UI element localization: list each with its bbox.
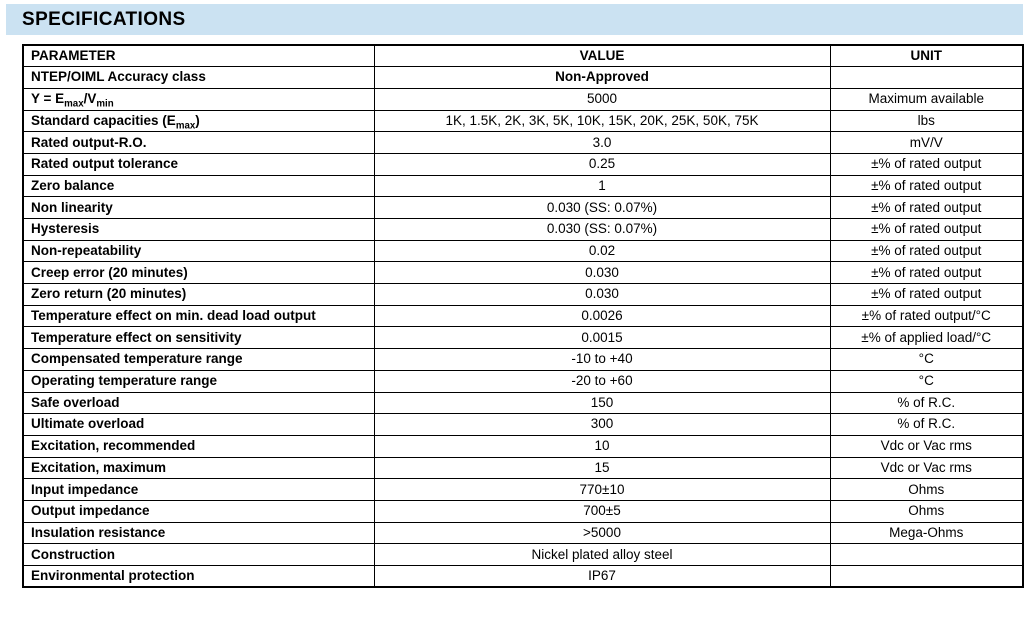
unit-cell: ±% of rated output/°C <box>830 305 1023 327</box>
value-cell: 0.030 <box>374 262 830 284</box>
table-row <box>23 457 1023 479</box>
spec-table <box>22 44 1024 588</box>
parameter-cell: Operating temperature range <box>23 370 374 392</box>
value-cell: 150 <box>374 392 830 414</box>
value-cell: 300 <box>374 414 830 436</box>
table-row <box>23 392 1023 414</box>
table-row <box>23 262 1023 284</box>
value-cell: 5000 <box>374 88 830 110</box>
unit-cell: Vdc or Vac rms <box>830 457 1023 479</box>
parameter-cell: Compensated temperature range <box>23 349 374 371</box>
parameter-cell: Zero balance <box>23 175 374 197</box>
table-row <box>23 479 1023 501</box>
unit-cell: ±% of rated output <box>830 262 1023 284</box>
unit-cell: Ohms <box>830 500 1023 522</box>
value-cell: 0.0015 <box>374 327 830 349</box>
unit-cell: ±% of rated output <box>830 175 1023 197</box>
unit-cell: lbs <box>830 110 1023 132</box>
unit-cell: % of R.C. <box>830 414 1023 436</box>
parameter-cell: Creep error (20 minutes) <box>23 262 374 284</box>
parameter-cell: Zero return (20 minutes) <box>23 284 374 306</box>
table-row <box>23 435 1023 457</box>
parameter-cell: Construction <box>23 544 374 566</box>
table-row <box>23 370 1023 392</box>
unit-cell: ±% of rated output <box>830 153 1023 175</box>
table-row <box>23 414 1023 436</box>
value-cell: 3.0 <box>374 132 830 154</box>
table-row <box>23 566 1023 588</box>
unit-cell: ±% of rated output <box>830 240 1023 262</box>
value-cell: 0.02 <box>374 240 830 262</box>
unit-cell: mV/V <box>830 132 1023 154</box>
parameter-cell: $Y = E_{max}/V_{min}$ <box>23 88 374 110</box>
unit-cell <box>830 67 1023 89</box>
unit-cell: ±% of applied load/°C <box>830 327 1023 349</box>
unit-cell: ±% of rated output <box>830 284 1023 306</box>
parameter-cell: Excitation, recommended <box>23 435 374 457</box>
parameter-cell: Temperature effect on min. dead load output <box>23 305 374 327</box>
value-cell: Nickel plated alloy steel <box>374 544 830 566</box>
value-cell: Non-Approved <box>374 67 830 89</box>
page-title: SPECIFICATIONS <box>22 8 186 30</box>
unit-cell: Maximum available <box>830 88 1023 110</box>
column-header-parameter: PARAMETER <box>23 45 374 67</box>
parameter-cell: Temperature effect on sensitivity <box>23 327 374 349</box>
table-row <box>23 327 1023 349</box>
value-cell: 0.030 (SS: 0.07%) <box>374 197 830 219</box>
table-row <box>23 349 1023 371</box>
value-cell: 15 <box>374 457 830 479</box>
value-cell: 700±5 <box>374 500 830 522</box>
table-row <box>23 500 1023 522</box>
table-row <box>23 153 1023 175</box>
table-row <box>23 240 1023 262</box>
parameter-cell: Output impedance <box>23 500 374 522</box>
parameter-cell: Input impedance <box>23 479 374 501</box>
specifications-banner <box>6 4 1023 35</box>
table-row <box>23 67 1023 89</box>
parameter-cell: Rated output-R.O. <box>23 132 374 154</box>
unit-cell: Mega-Ohms <box>830 522 1023 544</box>
value-cell: -10 to +40 <box>374 349 830 371</box>
parameter-cell: Insulation resistance <box>23 522 374 544</box>
value-cell: 0.0026 <box>374 305 830 327</box>
parameter-cell: Non-repeatability <box>23 240 374 262</box>
column-header-unit: UNIT <box>830 45 1023 67</box>
value-cell: 0.25 <box>374 153 830 175</box>
parameter-cell: Hysteresis <box>23 219 374 241</box>
table-row <box>23 88 1023 110</box>
unit-cell <box>830 566 1023 588</box>
parameter-cell: Ultimate overload <box>23 414 374 436</box>
parameter-cell: Environmental protection <box>23 566 374 588</box>
table-row <box>23 197 1023 219</box>
unit-cell <box>830 544 1023 566</box>
value-cell: 0.030 (SS: 0.07%) <box>374 219 830 241</box>
unit-cell: % of R.C. <box>830 392 1023 414</box>
value-cell: -20 to +60 <box>374 370 830 392</box>
parameter-cell: Non linearity <box>23 197 374 219</box>
spec-table-body <box>23 67 1023 588</box>
value-cell: 770±10 <box>374 479 830 501</box>
value-cell: 0.030 <box>374 284 830 306</box>
table-row <box>23 110 1023 132</box>
table-row <box>23 284 1023 306</box>
unit-cell: °C <box>830 349 1023 371</box>
column-header-value: VALUE <box>374 45 830 67</box>
value-cell: 1 <box>374 175 830 197</box>
parameter-cell: Safe overload <box>23 392 374 414</box>
parameter-cell: Rated output tolerance <box>23 153 374 175</box>
unit-cell: Vdc or Vac rms <box>830 435 1023 457</box>
value-cell: IP67 <box>374 566 830 588</box>
table-row <box>23 522 1023 544</box>
table-row <box>23 544 1023 566</box>
unit-cell: ±% of rated output <box>830 197 1023 219</box>
table-header-row <box>23 45 1023 67</box>
value-cell: 10 <box>374 435 830 457</box>
value-cell: >5000 <box>374 522 830 544</box>
table-row <box>23 305 1023 327</box>
unit-cell: °C <box>830 370 1023 392</box>
parameter-cell: NTEP/OIML Accuracy class <box>23 67 374 89</box>
parameter-cell: Excitation, maximum <box>23 457 374 479</box>
value-cell: 1K, 1.5K, 2K, 3K, 5K, 10K, 15K, 20K, 25K, 50K, 75K <box>374 110 830 132</box>
table-row <box>23 219 1023 241</box>
table-row <box>23 175 1023 197</box>
table-row <box>23 132 1023 154</box>
unit-cell: ±% of rated output <box>830 219 1023 241</box>
parameter-cell: Standard capacities $(E_{max})$ <box>23 110 374 132</box>
unit-cell: Ohms <box>830 479 1023 501</box>
